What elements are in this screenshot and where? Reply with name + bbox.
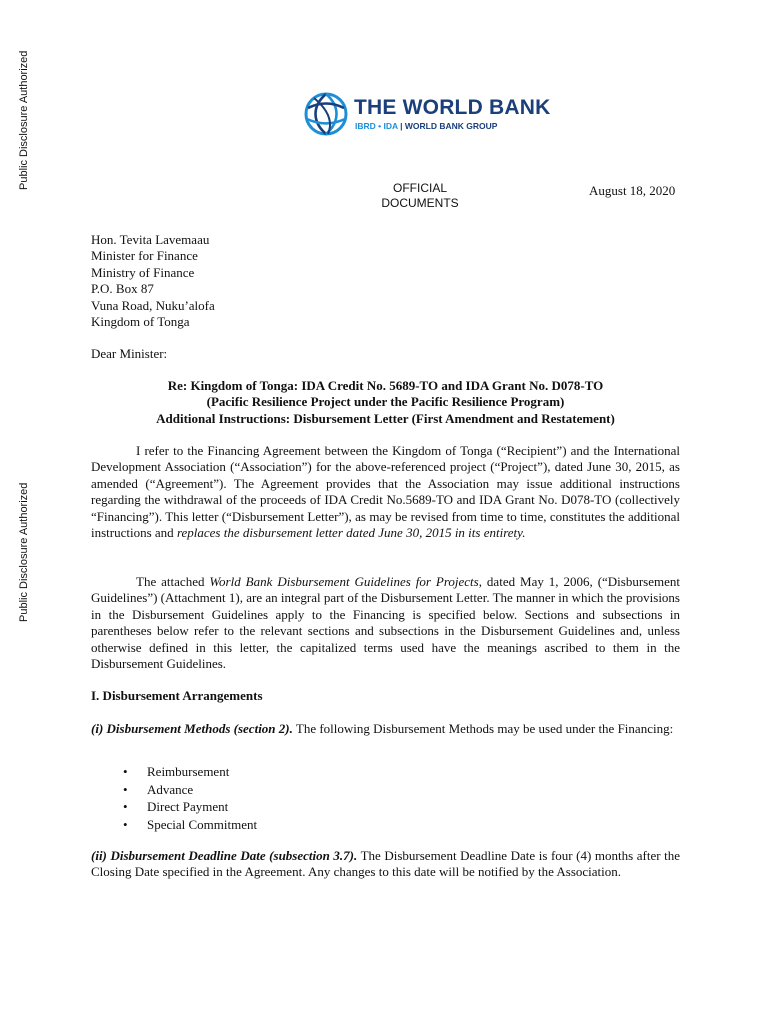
paragraph-italic: replaces the disbursement letter dated June 30, 2015 in its entirety. — [176, 525, 526, 541]
logo-subtitle-ibrd: IBRD • IDA — [355, 121, 398, 131]
address-line: Vuna Road, Nuku’alofa — [91, 297, 215, 313]
subject-line: Additional Instructions: Disbursement Letter (First Amendment and Restatement) — [156, 410, 615, 426]
paragraph-disbursement-methods — [91, 721, 680, 737]
subject-line: Re: Kingdom of Tonga: IDA Credit No. 5689-TO and IDA Grant No. D078-TO — [167, 378, 604, 393]
subject-block — [91, 378, 680, 427]
deadline-lead: (ii) Disbursement Deadline Date (subsection 3.7). — [91, 848, 358, 863]
address-line: Kingdom of Tonga — [91, 314, 190, 330]
list-item-label: Direct Payment — [147, 799, 229, 815]
list-item — [123, 798, 257, 816]
bullet-icon: • — [123, 781, 128, 797]
official-documents-stamp — [380, 181, 460, 211]
recipient-address — [91, 232, 680, 330]
stamp-line-2: DOCUMENTS — [381, 196, 459, 210]
paragraph-text: The following Disbursement Methods may be used under the Financing: — [292, 721, 674, 736]
list-item — [123, 781, 257, 799]
disclosure-label-top: Public Disclosure Authorized — [18, 50, 30, 190]
list-item — [123, 763, 257, 781]
bullet-icon: • — [123, 764, 128, 779]
logo-subtitle — [355, 121, 497, 131]
bullet-icon: • — [123, 816, 128, 832]
paragraph-text: The Disbursement Deadline Date is four (4) months after the Closing Date specified in the Agreement. Any changes to this date will be notified by the Association. — [91, 848, 680, 880]
paragraph-text: I refer to the Financing Agreement between the Kingdom of Tonga (“Recipient”) and the International Development Association (“Association”) for the above-referenced project (“Project”), dated June 30, 2015, as amended (“Agreement”). The Agreement provides that the Association may issue additional instructions regarding the withdrawal of the proceeds of IDA Credit No.5689-TO and IDA Grant No. D078-TO (collectively “Financing”). This letter (“Disbursement Letter”), as may be revised from time to time, constitutes the additional instructions and — [91, 443, 680, 541]
bullet-icon: • — [123, 799, 128, 815]
stamp-line-1: OFFICIAL — [392, 181, 447, 195]
list-item-label: Special Commitment — [147, 816, 258, 832]
globe-icon — [304, 92, 348, 136]
address-line: P.O. Box 87 — [91, 281, 154, 297]
paragraph-deadline-date — [91, 848, 680, 881]
paragraph-financing-agreement — [91, 443, 680, 541]
methods-lead: (i) Disbursement Methods (section 2). — [91, 721, 293, 736]
list-item — [123, 816, 257, 834]
list-item-label: Reimbursement — [147, 764, 230, 779]
disclosure-label-middle: Public Disclosure Authorized — [18, 482, 30, 622]
address-line: Minister for Finance — [91, 248, 198, 264]
subject-line: (Pacific Resilience Project under the Pacific Resilience Program) — [206, 394, 565, 410]
paragraph-text: , dated May 1, 2006, (“Disbursement Guidelines”) (Attachment 1), are an integral part of the Disbursement Letter. The manner in which the provisions in the Disbursement Guidelines apply to the Financing is specified below. Sections and subsections in parentheses below refer to the relevant sections and subsections in the Disbursement Guidelines and, unless otherwise defined in this letter, the capitalized terms used have the meanings ascribed to them in the Disbursement Guidelines. — [91, 574, 681, 672]
address-line: Ministry of Finance — [91, 264, 195, 280]
list-item-label: Advance — [147, 781, 194, 797]
salutation: Dear Minister: — [91, 346, 168, 361]
letter-date: August 18, 2020 — [589, 183, 676, 198]
section-heading: I. Disbursement Arrangements — [91, 688, 263, 703]
logo-title: THE WORLD BANK — [354, 96, 551, 119]
guidelines-title: World Bank Disbursement Guidelines for Projects — [209, 574, 479, 589]
methods-list — [123, 763, 257, 833]
logo-subtitle-group: | WORLD BANK GROUP — [397, 121, 498, 131]
paragraph-text: The attached — [136, 574, 210, 589]
paragraph-disbursement-guidelines — [91, 574, 680, 672]
address-line: Hon. Tevita Lavemaau — [91, 232, 210, 247]
